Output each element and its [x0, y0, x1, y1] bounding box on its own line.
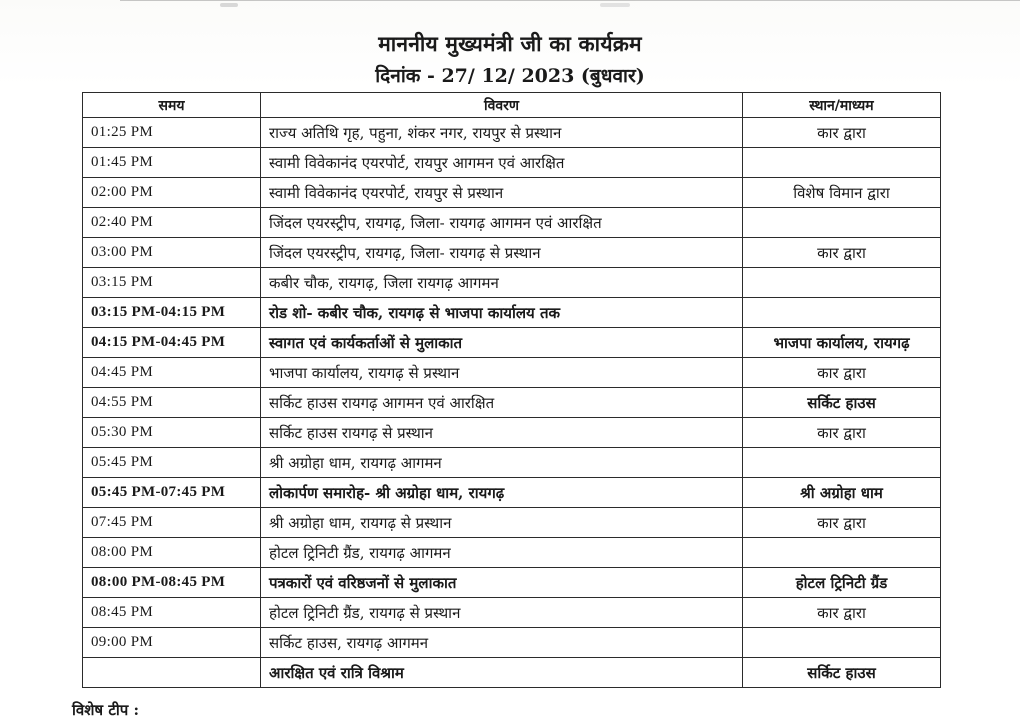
row-time: 09:00 PM: [83, 628, 261, 658]
date-line: दिनांक - 27/ 12/ 2023 (बुधवार): [375, 65, 645, 87]
schedule-table: [82, 92, 941, 688]
row-time: 08:45 PM: [83, 598, 261, 628]
row-time: 05:45 PM-07:45 PM: [83, 478, 261, 508]
row-place: [743, 538, 941, 568]
special-note-label: विशेष टीप :: [72, 701, 140, 719]
table-row: [83, 268, 941, 298]
table-row: [83, 448, 941, 478]
table-row: [83, 478, 941, 508]
table-row: [83, 328, 941, 358]
table-row: [83, 208, 941, 238]
row-place: सर्किट हाउस: [743, 388, 941, 418]
row-time: 07:45 PM: [83, 508, 261, 538]
row-time: 01:25 PM: [83, 118, 261, 148]
row-time: 04:45 PM: [83, 358, 261, 388]
row-description: होटल ट्रिनिटी ग्रैंड, रायगढ़ आगमन: [261, 538, 743, 568]
header-time: समय: [83, 93, 261, 118]
row-description: श्री अग्रोहा धाम, रायगढ़ से प्रस्थान: [261, 508, 743, 538]
row-time: 05:45 PM: [83, 448, 261, 478]
row-description: आरक्षित एवं रात्रि विश्राम: [261, 658, 743, 688]
row-place: कार द्वारा: [743, 358, 941, 388]
schedule-table-body: [83, 118, 941, 688]
row-time: 03:00 PM: [83, 238, 261, 268]
row-description: स्वामी विवेकानंद एयरपोर्ट, रायपुर से प्रस्थान: [261, 178, 743, 208]
table-row: [83, 538, 941, 568]
header-place: स्थान/माध्यम: [743, 93, 941, 118]
header-row: [83, 93, 941, 118]
row-description: स्वागत एवं कार्यकर्ताओं से मुलाकात: [261, 328, 743, 358]
row-description: कबीर चौक, रायगढ़, जिला रायगढ़ आगमन: [261, 268, 743, 298]
row-description: लोकार्पण समारोह- श्री अग्रोहा धाम, रायगढ़: [261, 478, 743, 508]
row-place: [743, 148, 941, 178]
row-time: [83, 658, 261, 688]
table-row: [83, 148, 941, 178]
row-description: राज्य अतिथि गृह, पहुना, शंकर नगर, रायपुर से प्रस्थान: [261, 118, 743, 148]
row-place: कार द्वारा: [743, 598, 941, 628]
row-description: जिंदल एयरस्ट्रीप, रायगढ़, जिला- रायगढ़ आगमन एवं आरक्षित: [261, 208, 743, 238]
row-place: श्री अग्रोहा धाम: [743, 478, 941, 508]
row-description: सर्किट हाउस, रायगढ़ आगमन: [261, 628, 743, 658]
row-place: विशेष विमान द्वारा: [743, 178, 941, 208]
row-time: 04:55 PM: [83, 388, 261, 418]
row-place: कार द्वारा: [743, 118, 941, 148]
row-description: स्वामी विवेकानंद एयरपोर्ट, रायपुर आगमन एवं आरक्षित: [261, 148, 743, 178]
row-place: [743, 268, 941, 298]
table-row: [83, 508, 941, 538]
row-time: 05:30 PM: [83, 418, 261, 448]
row-place: [743, 628, 941, 658]
row-place: कार द्वारा: [743, 238, 941, 268]
row-place: कार द्वारा: [743, 418, 941, 448]
table-row: [83, 418, 941, 448]
table-row: [83, 598, 941, 628]
row-description: श्री अग्रोहा धाम, रायगढ़ आगमन: [261, 448, 743, 478]
table-row: [83, 658, 941, 688]
cropped-header-strip: [120, 0, 1020, 13]
table-row: [83, 628, 941, 658]
row-description: पत्रकारों एवं वरिष्ठजनों से मुलाकात: [261, 568, 743, 598]
row-description: भाजपा कार्यालय, रायगढ़ से प्रस्थान: [261, 358, 743, 388]
table-row: [83, 388, 941, 418]
row-time: 08:00 PM: [83, 538, 261, 568]
row-time: 01:45 PM: [83, 148, 261, 178]
table-row: [83, 118, 941, 148]
row-place: होटल ट्रिनिटी ग्रैंड: [743, 568, 941, 598]
table-row: [83, 238, 941, 268]
row-time: 04:15 PM-04:45 PM: [83, 328, 261, 358]
header-description: विवरण: [261, 93, 743, 118]
row-time: 03:15 PM: [83, 268, 261, 298]
row-time: 02:00 PM: [83, 178, 261, 208]
table-row: [83, 358, 941, 388]
table-row: [83, 298, 941, 328]
row-description: रोड शो- कबीर चौक, रायगढ़ से भाजपा कार्यालय तक: [261, 298, 743, 328]
row-description: सर्किट हाउस रायगढ़ से प्रस्थान: [261, 418, 743, 448]
row-time: 08:00 PM-08:45 PM: [83, 568, 261, 598]
page-title: माननीय मुख्यमंत्री जी का कार्यक्रम: [378, 31, 642, 56]
row-place: भाजपा कार्यालय, रायगढ़: [743, 328, 941, 358]
row-description: होटल ट्रिनिटी ग्रैंड, रायगढ़ से प्रस्थान: [261, 598, 743, 628]
row-time: 02:40 PM: [83, 208, 261, 238]
row-time: 03:15 PM-04:15 PM: [83, 298, 261, 328]
row-place: कार द्वारा: [743, 508, 941, 538]
row-place: [743, 448, 941, 478]
row-description: सर्किट हाउस रायगढ़ आगमन एवं आरक्षित: [261, 388, 743, 418]
row-place: [743, 298, 941, 328]
row-description: जिंदल एयरस्ट्रीप, रायगढ़, जिला- रायगढ़ से प्रस्थान: [261, 238, 743, 268]
schedule-table-header: [83, 93, 941, 118]
table-row: [83, 178, 941, 208]
table-row: [83, 568, 941, 598]
row-place: [743, 208, 941, 238]
row-place: सर्किट हाउस: [743, 658, 941, 688]
